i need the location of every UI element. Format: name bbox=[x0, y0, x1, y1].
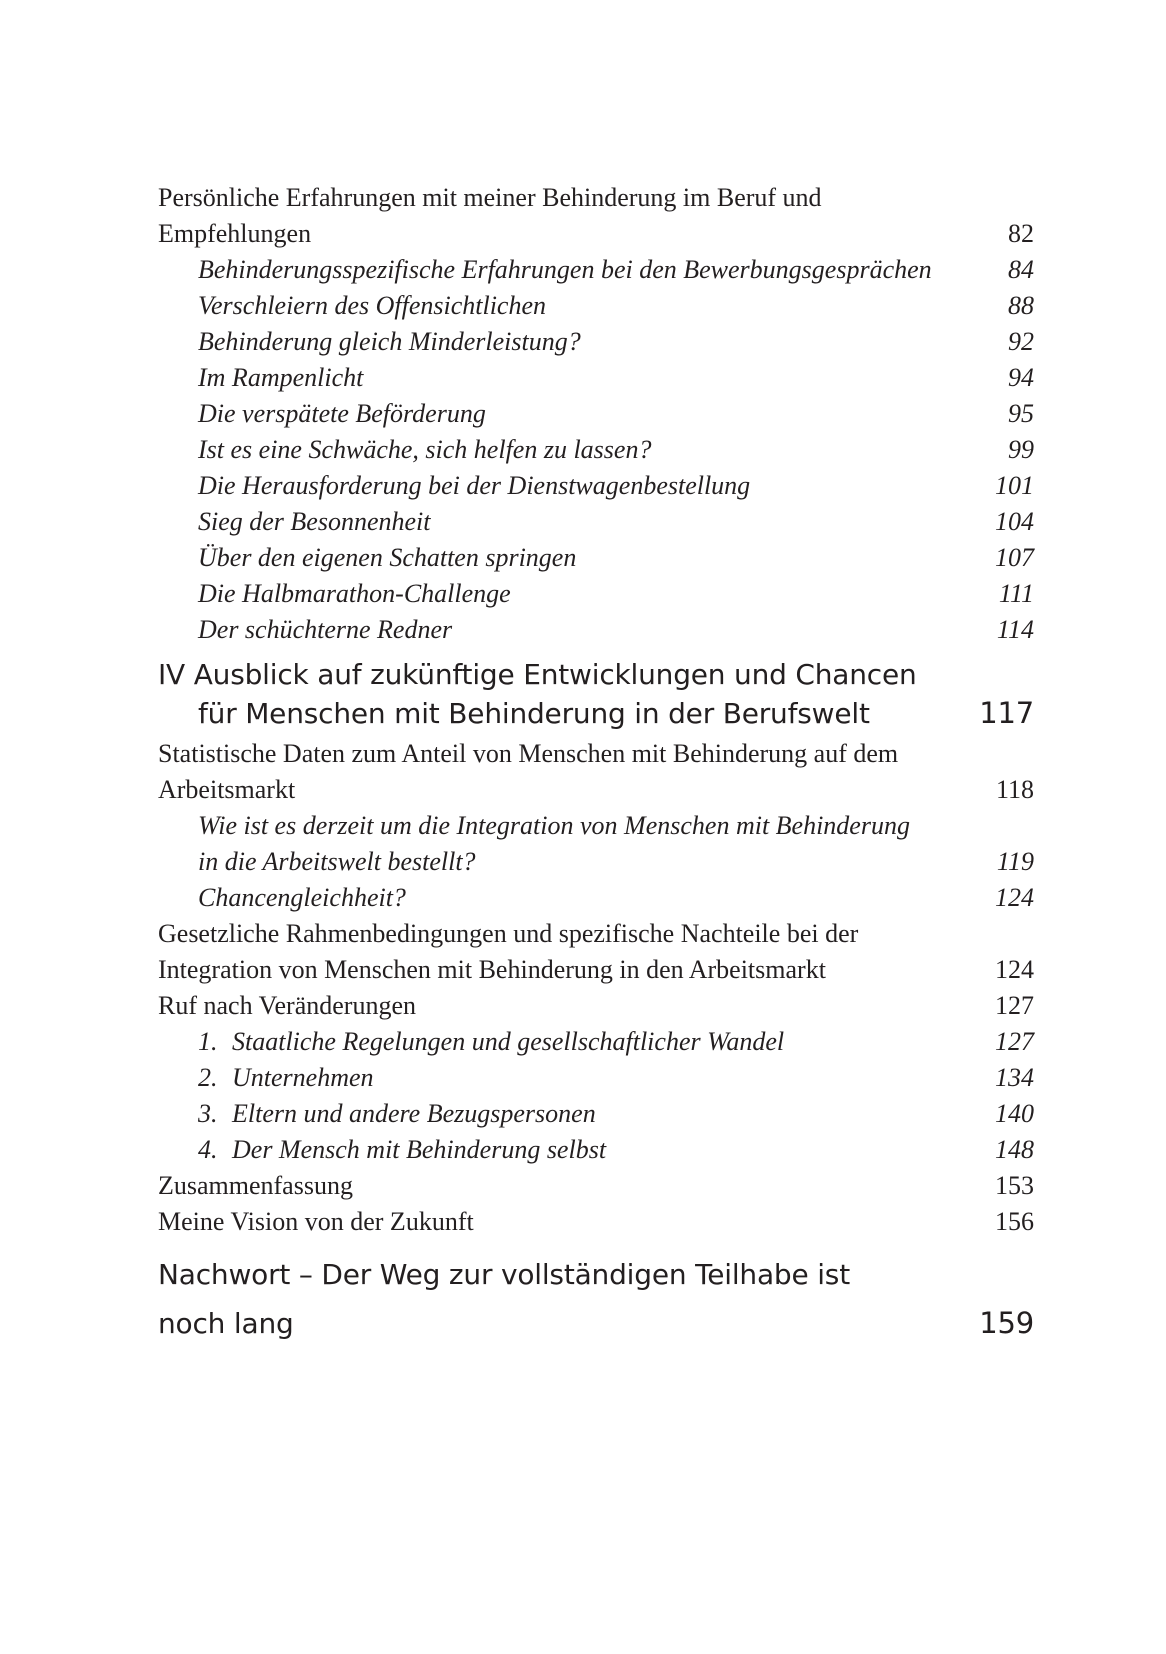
toc-entry-legal-framework-cont bbox=[158, 952, 1034, 988]
toc-page-number: 140 bbox=[995, 1099, 1034, 1128]
toc-subentry bbox=[158, 396, 1034, 432]
toc-entry-title: Empfehlungen bbox=[158, 219, 312, 248]
toc-item-number: 2. bbox=[198, 1063, 218, 1092]
toc-entry-legal-framework bbox=[158, 916, 1034, 952]
toc-chapter-title: Nachwort – Der Weg zur vollständigen Teilhabe ist bbox=[158, 1258, 850, 1291]
toc-subentry-title: Im Rampenlicht bbox=[198, 363, 364, 392]
toc-page-number: 84 bbox=[1008, 255, 1034, 284]
toc-page-number: 88 bbox=[1008, 291, 1034, 320]
toc-subentry-title: Behinderungsspezifische Erfahrungen bei den Bewerbungsgesprächen bbox=[198, 255, 932, 284]
table-of-contents bbox=[158, 180, 1034, 1342]
toc-chapter-title: noch lang bbox=[158, 1307, 294, 1340]
toc-subentry-title: Der schüchterne Redner bbox=[198, 615, 453, 644]
toc-subentry-title: Eltern und andere Bezugspersonen bbox=[232, 1099, 596, 1128]
toc-entry-title: Arbeitsmarkt bbox=[158, 775, 296, 804]
toc-subentry bbox=[158, 288, 1034, 324]
toc-page-number: 153 bbox=[995, 1171, 1034, 1200]
toc-subentry bbox=[158, 1132, 1034, 1168]
toc-page-number: 117 bbox=[979, 696, 1034, 730]
toc-subentry bbox=[158, 540, 1034, 576]
toc-subentry-title: Verschleiern des Offensichtlichen bbox=[198, 291, 547, 320]
toc-subentry bbox=[158, 468, 1034, 504]
toc-page-number: 95 bbox=[1008, 399, 1034, 428]
toc-subentry-title: Wie ist es derzeit um die Integration von Menschen mit Behinderung bbox=[198, 811, 910, 840]
toc-page-number: 148 bbox=[995, 1135, 1034, 1164]
toc-subentry-title: Die Herausforderung bei der Dienstwagenbestellung bbox=[198, 471, 751, 500]
toc-item-number: 3. bbox=[198, 1099, 218, 1128]
toc-subentry bbox=[158, 252, 1034, 288]
toc-item-number: 1. bbox=[198, 1027, 218, 1056]
toc-page-number: 101 bbox=[995, 471, 1034, 500]
toc-page-number: 134 bbox=[995, 1063, 1034, 1092]
toc-subentry bbox=[158, 880, 1034, 916]
toc-page-number: 124 bbox=[995, 955, 1034, 984]
toc-afterword bbox=[158, 1256, 1034, 1294]
toc-subentry-title: Behinderung gleich Minderleistung? bbox=[198, 327, 581, 356]
toc-page-number: 156 bbox=[995, 1207, 1034, 1236]
toc-subentry-cont bbox=[158, 844, 1034, 880]
toc-entry-title: Statistische Daten zum Anteil von Menschen mit Behinderung auf dem bbox=[158, 739, 899, 768]
toc-subentry-title: Die verspätete Beförderung bbox=[198, 399, 486, 428]
toc-item-number: 4. bbox=[198, 1135, 218, 1164]
toc-subentry bbox=[158, 612, 1034, 648]
toc-subentry bbox=[158, 1096, 1034, 1132]
toc-page-number: 119 bbox=[996, 847, 1034, 876]
toc-entry-title: Meine Vision von der Zukunft bbox=[158, 1207, 474, 1236]
toc-chapter-title: IV Ausblick auf zukünftige Entwicklungen und Chancen bbox=[158, 658, 917, 691]
toc-entry-statistics bbox=[158, 736, 1034, 772]
toc-subentry bbox=[158, 432, 1034, 468]
toc-entry-title: Zusammenfassung bbox=[158, 1171, 353, 1200]
toc-subentry-title: Chancengleichheit? bbox=[198, 883, 406, 912]
toc-subentry bbox=[158, 504, 1034, 540]
toc-entry-summary bbox=[158, 1168, 1034, 1204]
toc-page-number: 127 bbox=[995, 991, 1034, 1020]
toc-chapter-iv-cont bbox=[158, 694, 1034, 732]
toc-chapter-iv bbox=[158, 656, 1034, 694]
toc-entry-title: Persönliche Erfahrungen mit meiner Behinderung im Beruf und bbox=[158, 183, 822, 212]
toc-subentry-title: in die Arbeitswelt bestellt? bbox=[198, 847, 476, 876]
toc-subentry-title: Ist es eine Schwäche, sich helfen zu lassen? bbox=[198, 435, 652, 464]
toc-subentry-title: Unternehmen bbox=[232, 1063, 374, 1092]
toc-subentry-title: Über den eigenen Schatten springen bbox=[198, 543, 577, 572]
toc-page-number: 114 bbox=[996, 615, 1034, 644]
toc-entry-call-for-change bbox=[158, 988, 1034, 1024]
toc-page-number: 92 bbox=[1008, 327, 1034, 356]
toc-subentry-title: Sieg der Besonnenheit bbox=[198, 507, 431, 536]
toc-entry-personal-experiences bbox=[158, 180, 1034, 216]
toc-page-number: 107 bbox=[995, 543, 1034, 572]
toc-subentry-title: Die Halbmarathon-Challenge bbox=[198, 579, 511, 608]
toc-page-number: 99 bbox=[1008, 435, 1034, 464]
toc-subentry bbox=[158, 576, 1034, 612]
toc-page-number: 94 bbox=[1008, 363, 1034, 392]
toc-subentry bbox=[158, 1024, 1034, 1060]
toc-subentry bbox=[158, 324, 1034, 360]
toc-entry-title: Ruf nach Veränderungen bbox=[158, 991, 416, 1020]
toc-afterword-cont bbox=[158, 1304, 1034, 1342]
toc-subentry bbox=[158, 808, 1034, 844]
toc-page-number: 124 bbox=[995, 883, 1034, 912]
toc-page-number: 118 bbox=[995, 775, 1034, 804]
toc-page-number: 127 bbox=[995, 1027, 1034, 1056]
toc-subentry-title: Staatliche Regelungen und gesellschaftlicher Wandel bbox=[232, 1027, 785, 1056]
toc-entry-statistics-cont bbox=[158, 772, 1034, 808]
toc-page-number: 159 bbox=[979, 1306, 1034, 1340]
toc-subentry bbox=[158, 1060, 1034, 1096]
toc-entry-vision bbox=[158, 1204, 1034, 1240]
toc-page-number: 104 bbox=[995, 507, 1034, 536]
toc-entry-personal-experiences-cont bbox=[158, 216, 1034, 252]
toc-chapter-title: für Menschen mit Behinderung in der Berufswelt bbox=[198, 697, 870, 730]
toc-subentry-title: Der Mensch mit Behinderung selbst bbox=[232, 1135, 607, 1164]
toc-entry-title: Integration von Menschen mit Behinderung in den Arbeitsmarkt bbox=[158, 955, 826, 984]
toc-entry-title: Gesetzliche Rahmenbedingungen und spezifische Nachteile bei der bbox=[158, 919, 859, 948]
toc-page-number: 82 bbox=[1008, 219, 1034, 248]
toc-subentry bbox=[158, 360, 1034, 396]
toc-page-number: 111 bbox=[998, 579, 1034, 608]
